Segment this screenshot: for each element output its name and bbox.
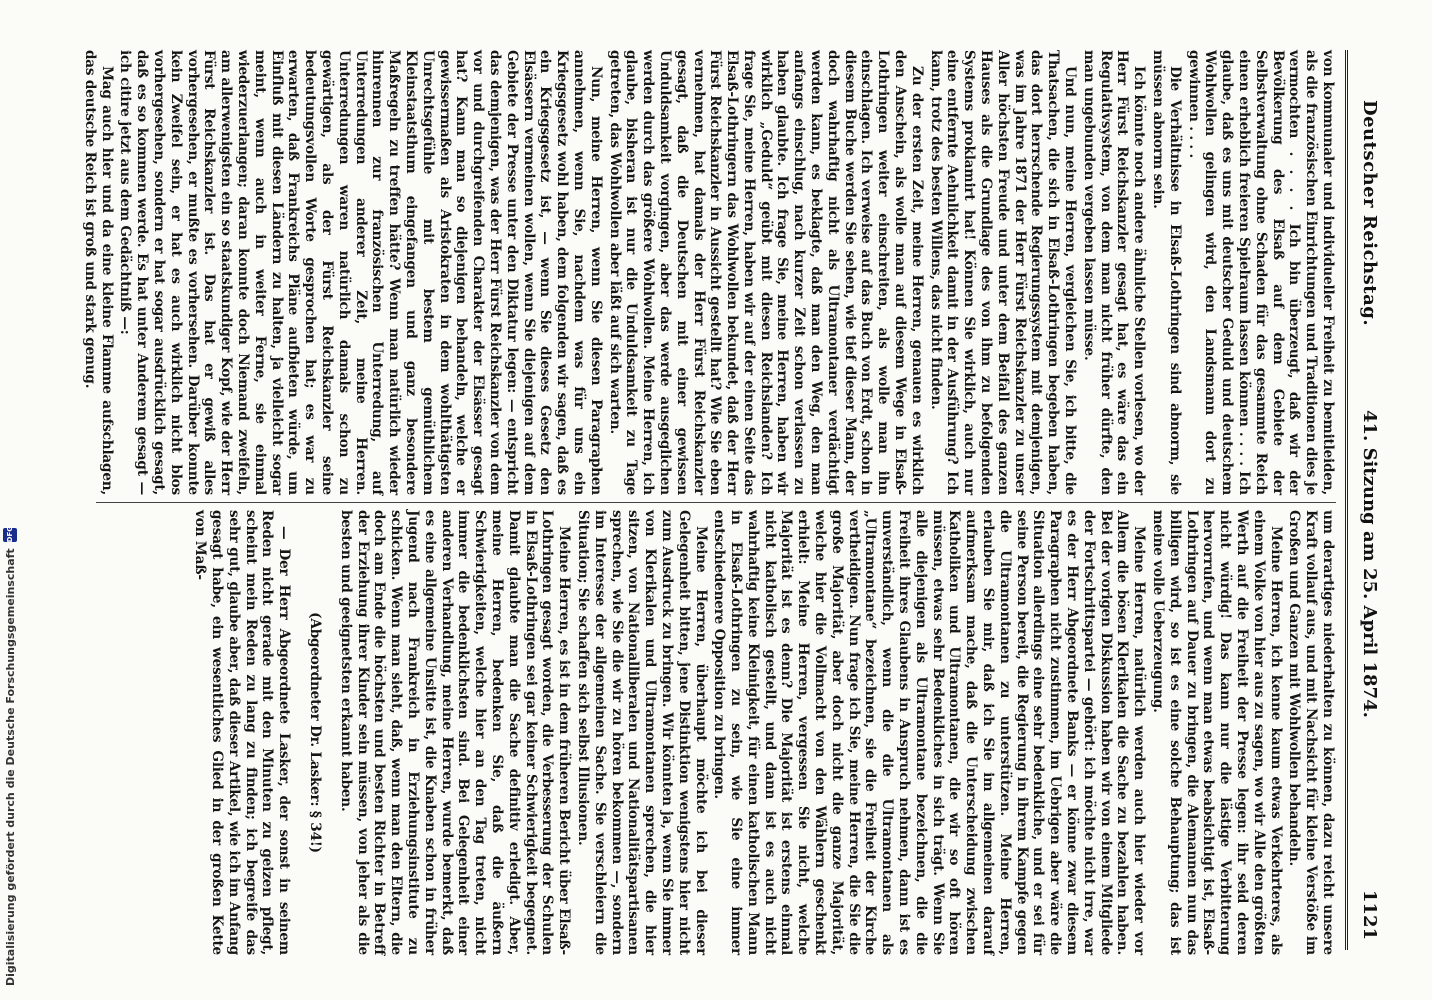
dfg-logo-icon: DFG (3, 528, 17, 542)
paragraph: um derartiges niederhalten zu können, dazu reicht unsere Kraft vollauf aus, und mit Nachsicht für kleine Verstöße im Großen und Ganzen mit Wohlwollen behandeln. (1286, 510, 1336, 955)
paragraph: Meine Herren, überhaupt möchte ich bei dieser Gelegenheit bitten, jene Distinktion wenigstens hier nicht zum Ausdruck zu bringen. Wir könnten ja, wenn Sie immer von Klerikalen und Ultramontanen sprechen, die hier sitzen, von Nationalliberalen und Nationalitätspartisanen sprechen, wie Sie die wir zu hören bekommen —, sondern im Interesse der allgemeinen Sache. Sie verschleiern die Situation; Sie schaffen sich selbst Illusionen. (574, 510, 709, 955)
page-number: 1121 (1359, 889, 1380, 940)
paragraph: Meine Herren, es ist in dem früheren Bericht über Elsaß-Lothringen gesagt worden, die Verbesserung der Schulen in Elsaß-Lothringen sei gar keiner Schwierigkeit begegnet. Damit glaubte man die Sache definitiv erledigt. Aber, meine Herren, bedenken Sie, daß die äußern Schwierigkeiten, welche hier an den Tag treten, nicht immer die bedenklichsten sind. Bei Gelegenheit einer anderen Verhandlung, meine Herren, wurde bemerkt, daß es eine allgemeine Unsitte ist, die Knaben schon in früher Jugend nach Frankreich in Erziehungsinstitute zu schicken. Wenn man sieht, daß, wenn man den Eltern, die doch am Ende die höchsten und besten Richter in Betreff der Erziehung ihrer Kinder sein müssen, von jeher als die besten und geeignetsten erkannt haben. (337, 510, 573, 955)
paragraph: Zu der ersten Zeit, meine Herren, genauen es wirklich den Anschein, als wolle man auf diesem Wege in Elsaß-Lothringen weiter einschreiten, als wolle man ihn einschlagen. Ich verweise auf das Buch von Erdt, schon in diesem Buche werden Sie sehen, wie tief dieser Mann, der doch wahrhaftig nicht als Ultramontaner verdächtigt werden kann, es beklagte, daß man den Weg, den man anfangs einschlug, nach kurzer Zeit schon verlassen zu haben glaubte. Ich frage Sie, meine Herren, haben wir wirklich „Geduld“ geübt mit diesen Reichslanden? Ich frage Sie, meine Herren, haben wir auf der einen Seite das Elsaß-Lothringern das Wohlwollen bekundet, daß der Herr Fürst Reichskanzler in Aussicht gestellt hat? Wie Sie eben vernehmen, hat damals der Herr Fürst Reichskanzler gesagt, daß die Deutschen mit einer gewissen Unduldsamkeit vorgingen, aber das werde ausgeglichen werden durch das größere Wohlwollen. Meine Herren, ich glaube, bisheran ist nur die Unduldsamkeit zu Tage getreten, das Wohlwollen aber läßt auf sich warten. (606, 50, 925, 495)
paragraph: Mag auch hier und da eine kleine Flamme aufschlagen, das deutsche Reich ist groß und stark genug. (81, 50, 115, 495)
text-column-right (96, 510, 1336, 955)
text-column-left (81, 50, 1336, 495)
digitization-credit (0, 0, 20, 1000)
paragraph: — Der Herr Abgeordnete Lasker, der sonst in seinem Reden nicht gerade mit den Minuten zu geizen pflegt, scheint mein Reden zu lang zu finden; ich begreife das sehr gut, glaube aber, daß dieser Artikel, wie ich im Anfang gesagt habe, ein wesentliches Glied in der großen Kette von Maß- (192, 510, 293, 955)
paragraph: Meine Herren, ich kenne kaum etwas Verkehrteres, als einem Volke von hier aus zu sagen, wo wir Alle den größten Werth auf die Freiheit der Presse legen: ihr seid deren nicht würdig! Das kann nur die lästige Verbitterung hervorrufen, und wenn man etwas beabsichtigt ist, Elsaß-Lothringen auf Dauer zu bringen, die Alemannen nun das billigen wird, so ist es eine solche Behauptung; das ist meine volle Ueberzeugung. (1150, 510, 1284, 955)
paragraph: Nun, meine Herren, wenn Sie diesen Paragraphen annehmen, wenn Sie, nachdem was für uns ein Kriegsgesetz wohl haben, dem folgenden wir sagen, daß es ein Kriegsgesetz ist, — wenn Sie dieses Gesetz den Elsässern vermeinen wollen, wenn Sie diejenigen auf dem Gebiete der Presse unter den Diktatur legen: — entspricht das demjenigen, was der Herr Fürst Reichskanzler von dem vor und durchgreifenden Charakter der Elsässer gesagt hat? Kann man so diejenigen behandeln, welche er gewissermaßen als Aristokraten in dem wohlthätigsten Unrechtsgefühle mit bestem gemüthlichem Kleinstaatsthum eingefangen und ganz besondere Maßregeln zu treffen hätte? Wenn man natürlich wieder hinrennen zur französischen Unterredung, auf Unterredungen anderer Zeit, meine Herren. Unterredungen waren natürlich damals schon zu gewärtigen, als der Fürst Reichskanzler seine bedeutungsvollen Worte gesprochen hat; es war zu erwarten, daß Frankreichs Pläne aufbieten würde, um Einfluß mit diesen Ländern zu halten, ja vielleicht sogar meint, wenn auch in weiter Ferne, sie einmal wiederzuerlangen; daran konnte doch Niemand zweifeln, am allerwenigsten ein so staatskundiger Kopf, wie der Herr Fürst Reichskanzler ist. Das hat er gewiß alles vorhergesehen, er mußte es vorhersehen. Darüber konnte kein Zweifel sein, er hat es auch wirklich nicht blos vorhergesehen, sondern er hat sogar ausdrücklich gesagt, daß es so kommen werde. Es hat unter Anderem gesagt — ich citire jetzt aus dem Gedächtniß —: (117, 50, 604, 495)
paragraph: Die Verhältnisse in Elsaß-Lothringen sind abnorm, sie müssen abnorm sein. (1150, 50, 1183, 495)
page-header (1345, 50, 1388, 950)
paragraph: Und nun, meine Herren, vergleichen Sie, ich bitte, die Thatsachen, die sich in Elsaß-Lothringen begeben haben, das dort herrschende Regierungssystem mit demjenigen, was im Jahre 1871 der Herr Fürst Reichskanzler zu unser Aller höchsten Freude und unter dem Beifall des ganzen Hauses als die Grundlage des von ihm zu befolgenden Systems proklamirt hat! Können Sie wirklich, auch nur eine entfernte Aehnlichkeit damit in der Ausführung? Ich kann, trotz des besten Willens, das nicht finden. (927, 50, 1079, 495)
column-divider (96, 502, 1336, 503)
running-title: Deutscher Reichstag. (1359, 100, 1380, 327)
interjection: (Abgeordneter Dr. Lasker: § 34!) (306, 612, 323, 853)
paragraph: Ich könnte noch andere ähnliche Stellen vorlesen, wo der Herr Fürst Reichskanzler gesagt hat, es wäre das ein Regulativsystem, von dem man nicht früher dürfte, den man ungebunden vergeben lassen müsse. (1080, 50, 1148, 495)
paragraph: von kommunaler und individueller Freiheit zu bemitleiden, als die französischen Einrichtungen und Traditionen dies je vermochten . . . . Ich bin überzeugt, daß wir der Bevölkerung des Elsaß auf dem Gebiete der Selbstverwaltung ohne Schaden für das gesammte Reich einen erheblich freieren Spielraum lassen können . . . . Ich glaube, daß es uns mit deutscher Geduld und deutschem Wohlwollen gelingen wird, den Landsmann dort zu gewinnen . . . . (1185, 50, 1336, 495)
credit-text: Digitalisierung gefördert durch die Deutsche Forschungsgemeinschaft (3, 548, 17, 986)
session-label: 41. Sitzung am 25. April 1874. (1359, 410, 1380, 718)
paragraph: Meine Herren, natürlich werden auch hier wieder vor Allem die bösen Klerikalen die Sache zu bezahlen haben. Bei der vorigen Diskussion haben wir von einem Mitgliede der Fortschrittspartei — gehört: ich möchte nicht irre, war es der Herr Abgeordnete Banks — er könne zwar diesem Paragraphen nicht zustimmen, im Uebrigen aber wäre die Situation allerdings eine sehr bedenkliche, und er sei für seine Person bereit, die Regierung in ihrem Kampfe gegen die Ultramontanen zu unterstützen. Meine Herren, erlauben Sie mir, daß ich Sie im allgemeinen darauf aufmerksam mache, daß die Unterscheidung zwischen Katholiken und Ultramontanen, die wir so oft hören müssen, etwas sehr Bedenkliches in sich trägt. Wenn Sie alle diejenigen als Ultramontane bezeichnen, die die Freiheit ihres Glaubens in Anspruch nehmen, dann ist es unverständlich, wenn die die Ultramontanen als „Ultramontane“ bezeichnen, sie die Freiheit der Kirche vertheidigen. Nun frage ich Sie, meine Herren, die Sie die große Majorität, aber doch nicht die ganze Majorität, welche hier die Vollmacht von den Wählern geschenkt erhielt: Meine Herren, vergessen Sie nicht, welche Majorität ist es denn? Die Majorität ist erstens einmal nicht katholisch gestellt, und dann ist es auch nicht wahrhaftig keine Kleinigkeit, für einen katholischen Mann in Elsaß-Lothringen zu sein, wie Sie eine immer entschiedenere Opposition zu bringen. (711, 510, 1148, 955)
rotated-page-content (36, 10, 1396, 990)
